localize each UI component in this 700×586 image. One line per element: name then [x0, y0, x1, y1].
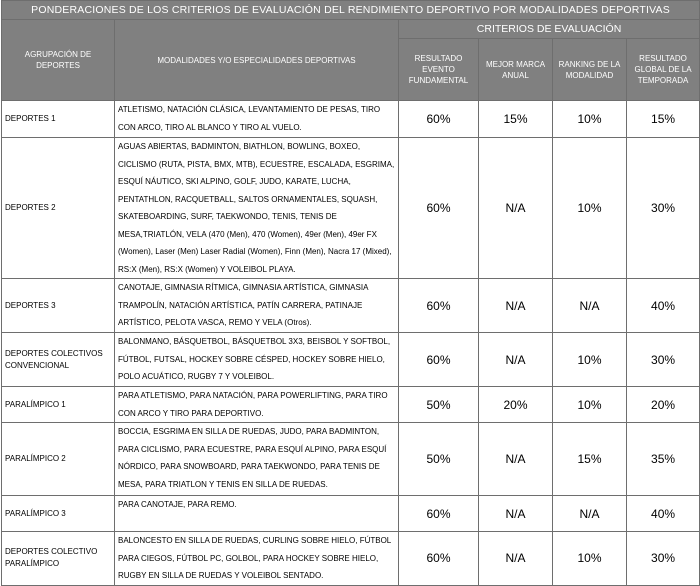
- row-value-season: 35%: [627, 423, 700, 496]
- row-value-event: 60%: [399, 101, 479, 138]
- evaluation-weights-table: [1, 0, 700, 586]
- table-row: [2, 423, 700, 496]
- row-value-ranking: 10%: [553, 101, 627, 138]
- row-value-season: 20%: [627, 387, 700, 423]
- row-value-ranking: N/A: [553, 279, 627, 333]
- row-modalities: BALONMANO, BÁSQUETBOL, BÁSQUETBOL 3X3, BEISBOL Y SOFTBOL, FÚTBOL, FUTSAL, HOCKEY SOBRE CÉSPED, HOCKEY SOBRE HIELO, POLO ACUÁTICO, RUGBY 7 Y VOLEIBOL.: [115, 333, 399, 387]
- row-value-ranking: 15%: [553, 423, 627, 496]
- row-value-event: 60%: [399, 138, 479, 279]
- row-group-name: PARALÍMPICO 1: [2, 387, 115, 423]
- header-criteria: CRITERIOS DE EVALUACIÓN: [399, 20, 700, 39]
- row-value-best-mark: 15%: [479, 101, 553, 138]
- header-col-event: RESULTADO EVENTO FUNDAMENTAL: [399, 39, 479, 101]
- row-group-name: DEPORTES 3: [2, 279, 115, 333]
- row-value-season: 40%: [627, 279, 700, 333]
- header-group: AGRUPACIÓN DE DEPORTES: [2, 20, 115, 101]
- table-row: [2, 101, 700, 138]
- row-modalities: ATLETISMO, NATACIÓN CLÁSICA, LEVANTAMIENTO DE PESAS, TIRO CON ARCO, TIRO AL BLANCO Y TIRO AL VUELO.: [115, 101, 399, 138]
- row-value-season: 15%: [627, 101, 700, 138]
- table-title: PONDERACIONES DE LOS CRITERIOS DE EVALUACIÓN DEL RENDIMIENTO DEPORTIVO POR MODALIDADES DEPORTIVAS: [2, 1, 700, 20]
- row-value-season: 30%: [627, 333, 700, 387]
- row-value-event: 60%: [399, 496, 479, 532]
- row-value-best-mark: N/A: [479, 423, 553, 496]
- table-row: [2, 333, 700, 387]
- row-value-event: 50%: [399, 423, 479, 496]
- row-value-ranking: N/A: [553, 496, 627, 532]
- row-value-event: 60%: [399, 279, 479, 333]
- row-value-ranking: 10%: [553, 387, 627, 423]
- row-group-name: DEPORTES COLECTIVO PARALÍMPICO: [2, 532, 115, 586]
- row-modalities: PARA ATLETISMO, PARA NATACIÓN, PARA POWERLIFTING, PARA TIRO CON ARCO Y TIRO PARA DEPORTIVO.: [115, 387, 399, 423]
- table-row: [2, 138, 700, 279]
- table-row: [2, 532, 700, 586]
- row-value-ranking: 10%: [553, 138, 627, 279]
- header-col-best-mark: MEJOR MARCA ANUAL: [479, 39, 553, 101]
- row-value-best-mark: N/A: [479, 333, 553, 387]
- row-value-best-mark: N/A: [479, 496, 553, 532]
- row-value-best-mark: N/A: [479, 279, 553, 333]
- row-value-event: 50%: [399, 387, 479, 423]
- row-value-season: 30%: [627, 532, 700, 586]
- row-value-best-mark: 20%: [479, 387, 553, 423]
- row-group-name: DEPORTES COLECTIVOS CONVENCIONAL: [2, 333, 115, 387]
- row-value-best-mark: N/A: [479, 532, 553, 586]
- row-modalities: BALONCESTO EN SILLA DE RUEDAS, CURLING SOBRE HIELO, FÚTBOL PARA CIEGOS, FÚTBOL PC, GOLBOL, PARA HOCKEY SOBRE HIELO, RUGBY EN SILLA DE RUEDAS Y VOLEIBOL SENTADO.: [115, 532, 399, 586]
- header-col-ranking: RANKING DE LA MODALIDAD: [553, 39, 627, 101]
- row-modalities: BOCCIA, ESGRIMA EN SILLA DE RUEDAS, JUDO, PARA BADMINTON, PARA CICLISMO, PARA ECUESTRE, PARA ESQUÍ ALPINO, PARA ESQUÍ NÓRDICO, PARA SNOWBOARD, PARA TAEKWONDO, PARA TENIS DE MESA, PARA TRIATLON Y TENIS EN SILLA DE RUEDAS.: [115, 423, 399, 496]
- table-row: [2, 279, 700, 333]
- row-value-season: 30%: [627, 138, 700, 279]
- header-col-season: RESULTADO GLOBAL DE LA TEMPORADA: [627, 39, 700, 101]
- header-modalities: MODALIDADES Y/O ESPECIALIDADES DEPORTIVAS: [115, 20, 399, 101]
- row-group-name: PARALÍMPICO 3: [2, 496, 115, 532]
- row-modalities: PARA CANOTAJE, PARA REMO.: [115, 496, 399, 532]
- row-value-event: 60%: [399, 333, 479, 387]
- row-value-season: 40%: [627, 496, 700, 532]
- row-value-event: 60%: [399, 532, 479, 586]
- row-group-name: DEPORTES 2: [2, 138, 115, 279]
- row-group-name: DEPORTES 1: [2, 101, 115, 138]
- row-value-ranking: 10%: [553, 333, 627, 387]
- row-value-ranking: 10%: [553, 532, 627, 586]
- row-value-best-mark: N/A: [479, 138, 553, 279]
- table-row: [2, 496, 700, 532]
- row-modalities: CANOTAJE, GIMNASIA RÍTMICA, GIMNASIA ARTÍSTICA, GIMNASIA TRAMPOLÍN, NATACIÓN ARTÍSTICA, PATÍN CARRERA, PATINAJE ARTÍSTICO, PELOTA VASCA, REMO Y VELA (Otros).: [115, 279, 399, 333]
- row-group-name: PARALÍMPICO 2: [2, 423, 115, 496]
- table-row: [2, 387, 700, 423]
- row-modalities: AGUAS ABIERTAS, BADMINTON, BIATHLON, BOWLING, BOXEO, CICLISMO (RUTA, PISTA, BMX, MTB), ECUESTRE, ESCALADA, ESGRIMA, ESQUÍ NÁUTICO, SKI ALPINO, GOLF, JUDO, KARATE, LUCHA, PENTATHLON, RACQUETBALL, SALTOS ORNAMENTALES, SQUASH, SKATEBOARDING, SURF, TAEKWONDO, TENIS, TENIS DE MESA,TRIATLÓN, VELA (470 (Men), 470 (Women), 49er (Men), 49er FX (Women), Laser (Men) Laser Radial (Women), Finn (Men), Nacra 17 (Mixed), RS:X (Men), RS:X (Women) Y VOLEIBOL PLAYA.: [115, 138, 399, 279]
